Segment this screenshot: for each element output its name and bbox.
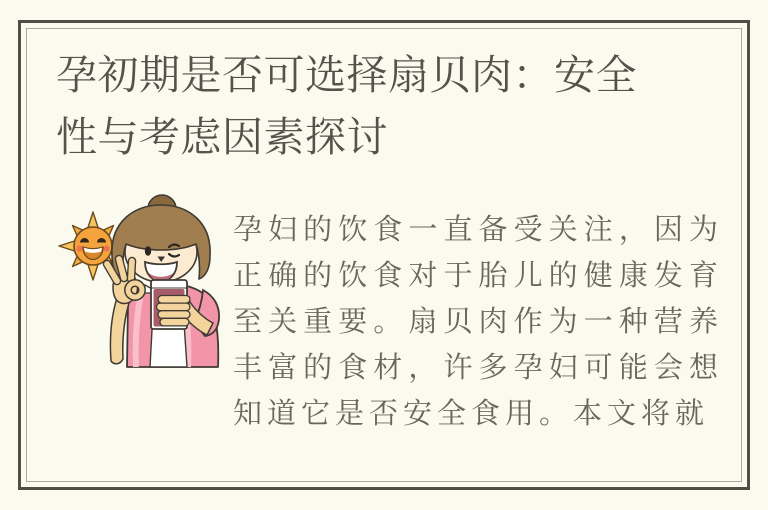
woman-figure: [107, 195, 219, 367]
eye-open: [145, 246, 151, 256]
woman-sun-illustration: [55, 193, 235, 370]
right-hand-fingers: [157, 296, 191, 326]
article-body: 孕妇的饮食一直备受关注，因为正确的饮食对于胎儿的健康发育至关重要。扇贝肉作为一种营养丰富的食材，许多孕妇可能会想知道它是否安全食用。本文将就: [233, 214, 723, 430]
article-title: 孕初期是否可选择扇贝肉：安全性与考虑因素探讨: [56, 52, 637, 160]
